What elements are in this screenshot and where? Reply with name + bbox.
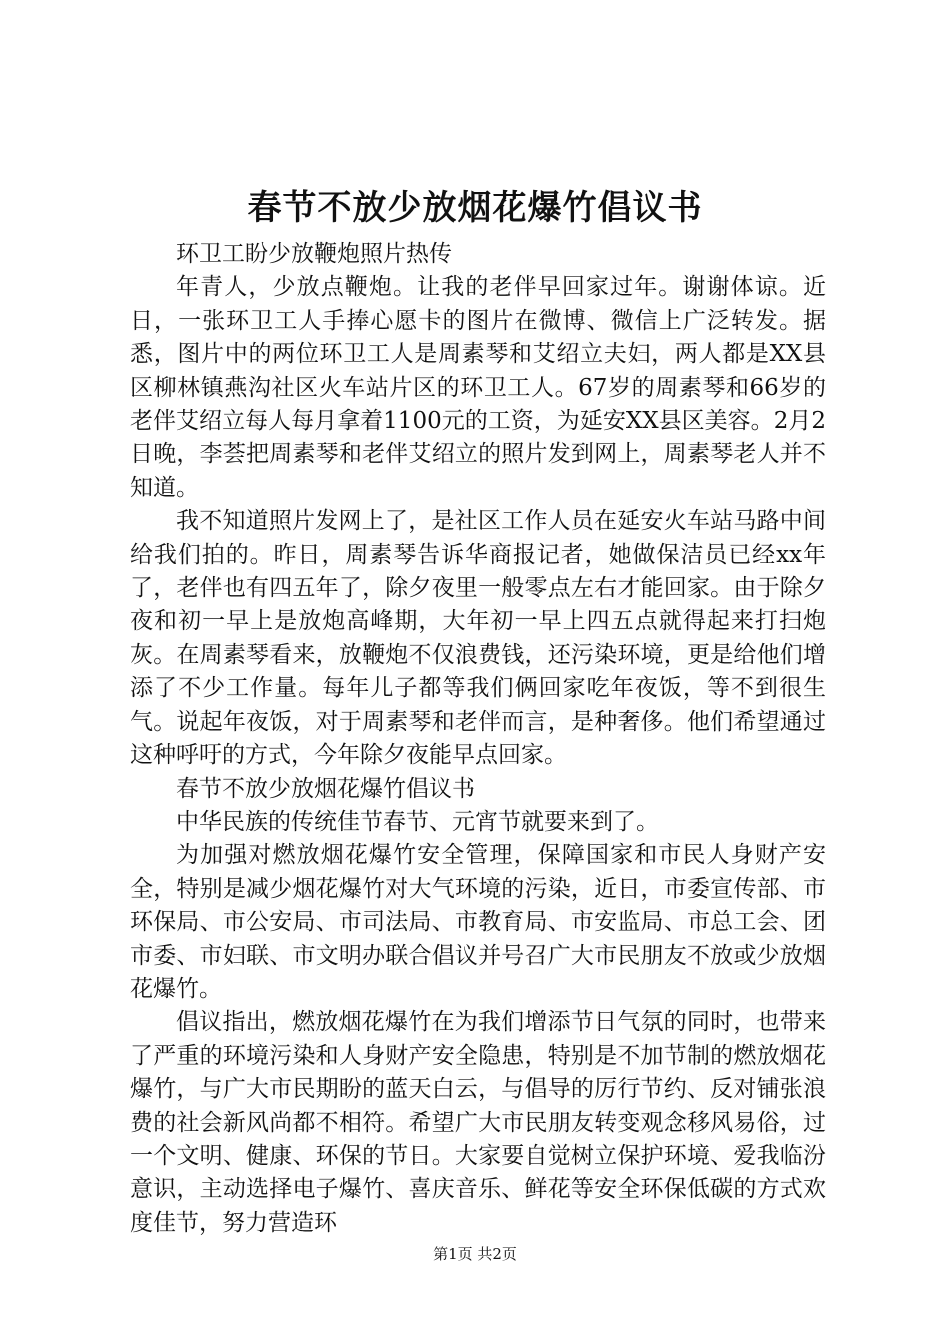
subheading-proposal: 春节不放少放烟花爆竹倡议书 — [176, 775, 475, 802]
paragraph: 倡议指出，燃放烟花爆竹在为我们增添节日气氛的同时，也带来了严重的环境污染和人身财产安全隐患，特别是不加节制的燃放烟花爆竹，与广大市民期盼的蓝天白云，与倡导的厉行节约、反对铺张浪费的社会新风尚都不相符。希望广大市民朋友转变观念移风易俗，过一个文明、健康、环保的节日。大家要自觉树立保护环境、爱我临汾意识，主动选择电子爆竹、喜庆音乐、鲜花等安全环保低碳的方式欢度佳节，努力营造环 — [130, 1009, 826, 1236]
paragraph: 年青人，少放点鞭炮。让我的老伴早回家过年。谢谢体谅。近日，一张环卫工人手捧心愿卡的图片在微博、微信上广泛转发。据悉，图片中的两位环卫工人是周素琴和艾绍立夫妇，两人都是XX县区柳林镇燕沟社区火车站片区的环卫工人。67岁的周素琴和66岁的老伴艾绍立每人每月拿着1100元的工资，为延安XX县区美容。2月2日晚，李荟把周素琴和老伴艾绍立的照片发到网上，周素琴老人并不知道。 — [130, 274, 826, 501]
document-title: 春节不放少放烟花爆竹倡议书 — [247, 188, 703, 228]
paragraph: 中华民族的传统佳节春节、元宵节就要来到了。 — [176, 808, 659, 835]
paragraph: 为加强对燃放烟花爆竹安全管理，保障国家和市民人身财产安全，特别是减少烟花爆竹对大气环境的污染，近日，市委宣传部、市环保局、市公安局、市司法局、市教育局、市安监局、市总工会、团市委、市妇联、市文明办联合倡议并号召广大市民朋友不放或少放烟花爆竹。 — [130, 842, 826, 1002]
page-number-footer: 第1页 共2页 — [433, 1245, 517, 1263]
document-body — [130, 238, 826, 1240]
paragraph: 我不知道照片发网上了，是社区工作人员在延安火车站马路中间给我们拍的。昨日，周素琴告诉华商报记者，她做保洁员已经xx年了，老伴也有四五年了，除夕夜里一般零点左右才能回家。由于除夕夜和初一早上是放炮高峰期，大年初一早上四五点就得起来打扫炮灰。在周素琴看来，放鞭炮不仅浪费钱，还污染环境，更是给他们增添了不少工作量。每年儿子都等我们俩回家吃年夜饭，等不到很生气。说起年夜饭，对于周素琴和老伴而言，是种奢侈。他们希望通过这种呼吁的方式，今年除夕夜能早点回家。 — [130, 508, 826, 769]
subheading-sanitation-workers: 环卫工盼少放鞭炮照片热传 — [176, 241, 452, 267]
